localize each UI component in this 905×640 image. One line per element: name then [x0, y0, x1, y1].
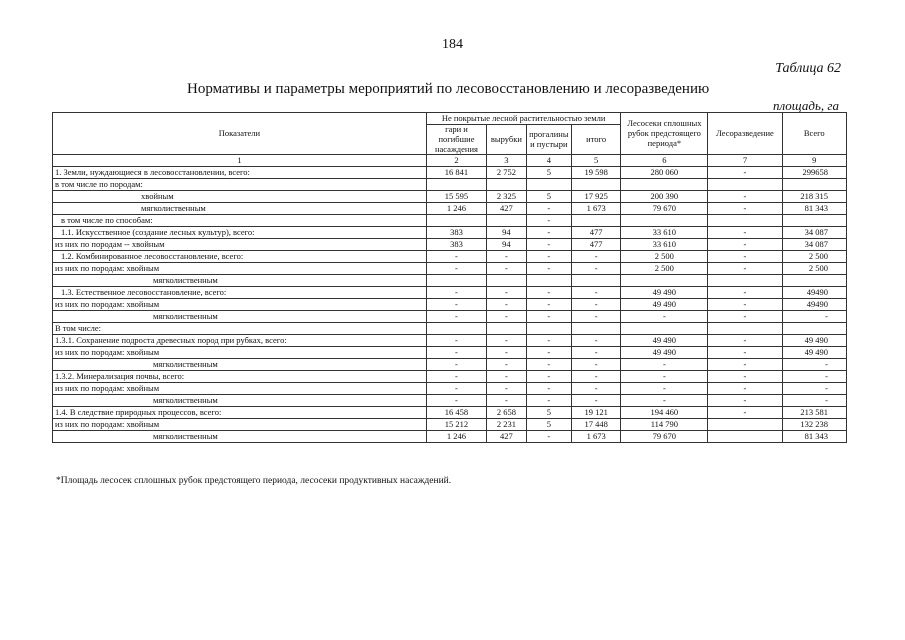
table-row — [53, 407, 847, 419]
cell-c7: - — [708, 227, 782, 239]
cell-c4: - — [526, 263, 571, 275]
cell-c5: - — [571, 299, 620, 311]
table-row — [53, 431, 847, 443]
row-label: мягколиственным — [53, 203, 427, 215]
header-afforestation: Лесоразведение — [708, 113, 782, 155]
cell-c3 — [487, 215, 527, 227]
cell-c2: - — [426, 251, 486, 263]
cell-c3: - — [487, 347, 527, 359]
cell-c5 — [571, 275, 620, 287]
cell-c4 — [526, 275, 571, 287]
cell-c5: - — [571, 359, 620, 371]
cell-c4: - — [526, 431, 571, 443]
cell-c9: - — [782, 395, 847, 407]
cell-c2: - — [426, 371, 486, 383]
cell-c5: - — [571, 347, 620, 359]
cell-c9: 34 087 — [782, 239, 847, 251]
cell-c2: 15 595 — [426, 191, 486, 203]
row-label: 1.4. В следствие природных процессов, всего: — [53, 407, 427, 419]
cell-c6: 33 610 — [621, 227, 708, 239]
cell-c2: - — [426, 347, 486, 359]
cell-c4: 5 — [526, 191, 571, 203]
header-cuttings: вырубки — [487, 125, 527, 155]
cell-c9: - — [782, 383, 847, 395]
cell-c5 — [571, 215, 620, 227]
cell-c6: 33 610 — [621, 239, 708, 251]
row-label: 1.1. Искусственное (создание лесных культур), всего: — [53, 227, 427, 239]
table-row — [53, 335, 847, 347]
cell-c4: 5 — [526, 419, 571, 431]
cell-c5: 477 — [571, 227, 620, 239]
header-glades: прогалины и пустыри — [526, 125, 571, 155]
header-total-all: Всего — [782, 113, 847, 155]
table-row — [53, 239, 847, 251]
cell-c7: - — [708, 371, 782, 383]
cell-c4: - — [526, 215, 571, 227]
cell-c9: 218 315 — [782, 191, 847, 203]
cell-c3: - — [487, 383, 527, 395]
cell-c7: - — [708, 167, 782, 179]
cell-c3: 2 325 — [487, 191, 527, 203]
cell-c7: - — [708, 347, 782, 359]
cell-c2: 383 — [426, 227, 486, 239]
cell-c6: 79 670 — [621, 203, 708, 215]
cell-c7: - — [708, 251, 782, 263]
cell-c6: 2 500 — [621, 263, 708, 275]
row-label: из них по породам: хвойным — [53, 263, 427, 275]
table-row — [53, 347, 847, 359]
table-label: Таблица 62 — [775, 61, 841, 76]
cell-c7 — [708, 179, 782, 191]
cell-c7 — [708, 275, 782, 287]
cell-c3 — [487, 323, 527, 335]
row-label: в том числе по способам: — [53, 215, 427, 227]
row-label: из них по породам -- хвойным — [53, 239, 427, 251]
cell-c3: - — [487, 371, 527, 383]
cell-c4: - — [526, 299, 571, 311]
table-row — [53, 227, 847, 239]
cell-c9: 213 581 — [782, 407, 847, 419]
cell-c5: 1 673 — [571, 203, 620, 215]
cell-c2: - — [426, 359, 486, 371]
row-label: хвойным — [53, 191, 427, 203]
cell-c9: 49490 — [782, 299, 847, 311]
cell-c9 — [782, 179, 847, 191]
cell-c3 — [487, 275, 527, 287]
cell-c5 — [571, 179, 620, 191]
column-number: 2 — [426, 155, 486, 167]
table-row — [53, 395, 847, 407]
row-label: 1.3. Естественное лесовосстановление, всего: — [53, 287, 427, 299]
cell-c3: 427 — [487, 203, 527, 215]
table-row — [53, 359, 847, 371]
cell-c6 — [621, 275, 708, 287]
cell-c6: 49 490 — [621, 347, 708, 359]
cell-c9: 2 500 — [782, 263, 847, 275]
cell-c2: - — [426, 395, 486, 407]
table-row — [53, 371, 847, 383]
table-row — [53, 419, 847, 431]
cell-c9: 81 343 — [782, 203, 847, 215]
column-number: 5 — [571, 155, 620, 167]
cell-c2: - — [426, 335, 486, 347]
cell-c4 — [526, 323, 571, 335]
cell-c4: - — [526, 335, 571, 347]
row-label: мягколиственным — [53, 311, 427, 323]
cell-c7: - — [708, 239, 782, 251]
table-row — [53, 275, 847, 287]
footnote: *Площадь лесосек сплошных рубок предстоящего периода, лесосеки продуктивных насаждений. — [56, 476, 452, 486]
cell-c5: 17 925 — [571, 191, 620, 203]
column-number: 4 — [526, 155, 571, 167]
cell-c6 — [621, 179, 708, 191]
cell-c4: - — [526, 371, 571, 383]
table-body — [53, 167, 847, 443]
cell-c9: 49490 — [782, 287, 847, 299]
table-row — [53, 191, 847, 203]
page-number: 184 — [442, 37, 463, 52]
cell-c3: 2 231 — [487, 419, 527, 431]
cell-c5: 19 121 — [571, 407, 620, 419]
cell-c4 — [526, 179, 571, 191]
cell-c6: - — [621, 311, 708, 323]
cell-c9: 81 343 — [782, 431, 847, 443]
cell-c7: - — [708, 287, 782, 299]
table-row — [53, 203, 847, 215]
cell-c6: 114 790 — [621, 419, 708, 431]
cell-c4: - — [526, 311, 571, 323]
cell-c2: 1 246 — [426, 431, 486, 443]
table-row — [53, 311, 847, 323]
cell-c7 — [708, 431, 782, 443]
cell-c3: 427 — [487, 431, 527, 443]
cell-c9: 132 238 — [782, 419, 847, 431]
cell-c4: - — [526, 395, 571, 407]
cell-c4: - — [526, 251, 571, 263]
row-label: из них по породам: хвойным — [53, 383, 427, 395]
cell-c2 — [426, 215, 486, 227]
cell-c9: 49 490 — [782, 347, 847, 359]
cell-c7: - — [708, 407, 782, 419]
cell-c3: - — [487, 335, 527, 347]
cell-c3: - — [487, 359, 527, 371]
cell-c3: - — [487, 287, 527, 299]
cell-c3: 94 — [487, 227, 527, 239]
table-row — [53, 251, 847, 263]
cell-c7: - — [708, 191, 782, 203]
cell-c5: - — [571, 263, 620, 275]
cell-c7: - — [708, 383, 782, 395]
cell-c6: 49 490 — [621, 287, 708, 299]
units-label: площадь, га — [772, 98, 839, 113]
row-label: мягколиственным — [53, 275, 427, 287]
header-indicators: Показатели — [53, 113, 427, 155]
document-title: Нормативы и параметры мероприятий по лесовосстановлению и лесоразведению — [187, 81, 710, 97]
cell-c6: - — [621, 371, 708, 383]
column-number: 1 — [53, 155, 427, 167]
cell-c2 — [426, 323, 486, 335]
cell-c3: - — [487, 311, 527, 323]
cell-c9: 34 087 — [782, 227, 847, 239]
cell-c5: 477 — [571, 239, 620, 251]
cell-c6: 280 060 — [621, 167, 708, 179]
table-row — [53, 383, 847, 395]
cell-c5: - — [571, 383, 620, 395]
cell-c2: - — [426, 287, 486, 299]
cell-c2: 1 246 — [426, 203, 486, 215]
table-row — [53, 263, 847, 275]
cell-c4: - — [526, 359, 571, 371]
cell-c4: - — [526, 203, 571, 215]
row-label: из них по породам: хвойным — [53, 347, 427, 359]
cell-c3: - — [487, 251, 527, 263]
cell-c5: 17 448 — [571, 419, 620, 431]
cell-c5: - — [571, 287, 620, 299]
cell-c7: - — [708, 359, 782, 371]
cell-c5: - — [571, 371, 620, 383]
cell-c7 — [708, 419, 782, 431]
cell-c5: 1 673 — [571, 431, 620, 443]
cell-c2: - — [426, 299, 486, 311]
cell-c4: - — [526, 347, 571, 359]
row-label: 1.3.1. Сохранение подроста древесных пород при рубках, всего: — [53, 335, 427, 347]
header-burns: гари и погибшие насаждения — [426, 125, 486, 155]
cell-c9: - — [782, 311, 847, 323]
cell-c9: 2 500 — [782, 251, 847, 263]
header-subtotal: итого — [571, 125, 620, 155]
cell-c4: - — [526, 383, 571, 395]
cell-c9: - — [782, 371, 847, 383]
cell-c5 — [571, 323, 620, 335]
cell-c6: 194 460 — [621, 407, 708, 419]
header-uncovered-lands: Не покрытые лесной растительностью земли — [426, 113, 620, 125]
cell-c9 — [782, 215, 847, 227]
cell-c3: 94 — [487, 239, 527, 251]
cell-c7 — [708, 215, 782, 227]
cell-c3: - — [487, 263, 527, 275]
row-label: в том числе по породам: — [53, 179, 427, 191]
cell-c5: - — [571, 335, 620, 347]
cell-c6: - — [621, 395, 708, 407]
cell-c3: 2 752 — [487, 167, 527, 179]
cell-c6: 49 490 — [621, 299, 708, 311]
cell-c2: - — [426, 263, 486, 275]
data-table — [52, 112, 847, 443]
cell-c4: 5 — [526, 407, 571, 419]
row-label: 1.3.2. Минерализация почвы, всего: — [53, 371, 427, 383]
cell-c2: 383 — [426, 239, 486, 251]
table-row — [53, 167, 847, 179]
row-label: из них по породам: хвойным — [53, 299, 427, 311]
row-label: 1.2. Комбинированное лесовосстановление, всего: — [53, 251, 427, 263]
cell-c2 — [426, 179, 486, 191]
cell-c4: - — [526, 287, 571, 299]
cell-c2 — [426, 275, 486, 287]
cell-c5: - — [571, 251, 620, 263]
header-clearcuts: Лесосеки сплошных рубок предстоящего периода* — [621, 113, 708, 155]
column-number: 6 — [621, 155, 708, 167]
row-label: из них по породам: хвойным — [53, 419, 427, 431]
cell-c5: - — [571, 311, 620, 323]
cell-c7: - — [708, 263, 782, 275]
cell-c2: 16 841 — [426, 167, 486, 179]
cell-c7: - — [708, 335, 782, 347]
cell-c6: 49 490 — [621, 335, 708, 347]
cell-c6: 2 500 — [621, 251, 708, 263]
cell-c6 — [621, 215, 708, 227]
cell-c2: - — [426, 311, 486, 323]
column-number: 3 — [487, 155, 527, 167]
cell-c7: - — [708, 299, 782, 311]
cell-c7 — [708, 323, 782, 335]
cell-c6: 200 390 — [621, 191, 708, 203]
cell-c7: - — [708, 311, 782, 323]
row-label: мягколиственным — [53, 395, 427, 407]
cell-c9: - — [782, 359, 847, 371]
cell-c2: 15 212 — [426, 419, 486, 431]
cell-c9 — [782, 323, 847, 335]
cell-c4: - — [526, 227, 571, 239]
cell-c7: - — [708, 203, 782, 215]
cell-c3: 2 658 — [487, 407, 527, 419]
column-number: 9 — [782, 155, 847, 167]
cell-c6: - — [621, 359, 708, 371]
cell-c9: 49 490 — [782, 335, 847, 347]
cell-c2: - — [426, 383, 486, 395]
row-label: мягколиственным — [53, 359, 427, 371]
cell-c3 — [487, 179, 527, 191]
row-label: В том числе: — [53, 323, 427, 335]
cell-c7: - — [708, 395, 782, 407]
cell-c4: 5 — [526, 167, 571, 179]
cell-c5: - — [571, 395, 620, 407]
cell-c6: 79 670 — [621, 431, 708, 443]
table-row — [53, 323, 847, 335]
table-row — [53, 215, 847, 227]
cell-c9 — [782, 275, 847, 287]
cell-c3: - — [487, 395, 527, 407]
cell-c3: - — [487, 299, 527, 311]
cell-c2: 16 458 — [426, 407, 486, 419]
row-label: мягколиственным — [53, 431, 427, 443]
table-row — [53, 287, 847, 299]
row-label: 1. Земли, нуждающиеся в лесовосстановлении, всего: — [53, 167, 427, 179]
column-number: 7 — [708, 155, 782, 167]
table-row — [53, 299, 847, 311]
cell-c6 — [621, 323, 708, 335]
table-row — [53, 179, 847, 191]
cell-c4: - — [526, 239, 571, 251]
cell-c5: 19 598 — [571, 167, 620, 179]
cell-c6: - — [621, 383, 708, 395]
cell-c9: 299658 — [782, 167, 847, 179]
